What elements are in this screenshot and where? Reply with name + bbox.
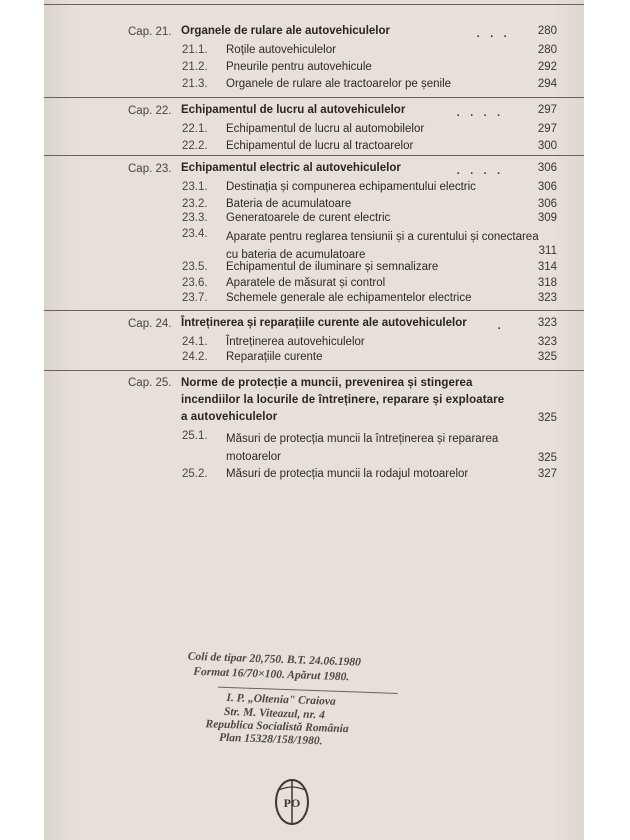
item-page: 300 bbox=[537, 140, 557, 152]
item-number: 24.2. bbox=[182, 351, 208, 363]
leader-dots: . bbox=[497, 316, 511, 333]
divider bbox=[44, 310, 584, 311]
chapter-number: Cap. 22. bbox=[128, 105, 172, 117]
item-page: 323 bbox=[537, 292, 557, 304]
item-page: 327 bbox=[537, 468, 557, 480]
imprint-line: Format 16/70×100. Apărut 1980. bbox=[193, 665, 350, 684]
item-page: 280 bbox=[537, 44, 557, 56]
chapter-number: Cap. 25. bbox=[128, 377, 172, 389]
chapter-title: Norme de protecție a muncii, prevenirea și stingerea incendiilor la locurile de întreținere, reparare și exploatare a autovehiculelor bbox=[181, 377, 505, 423]
imprint-line: I. P. „Oltenia" Craiova bbox=[226, 691, 336, 708]
item-text: Echipamentul de iluminare și semnalizare bbox=[226, 261, 439, 273]
chapter-page: 306 bbox=[537, 162, 557, 174]
imprint-line: Coli de tipar 20,750. B.T. 24.06.1980 bbox=[187, 650, 362, 669]
item-page: 325 bbox=[537, 452, 557, 464]
imprint-line: Republica Socialistă România bbox=[205, 718, 349, 736]
item-number: 25.1. bbox=[182, 430, 208, 442]
item-text: Aparate pentru reglarea tensiunii și a curentului și conectarea cu bateria de acumulatoare bbox=[226, 231, 539, 261]
chapter-title: Întreținerea și reparațiile curente ale autovehiculelor bbox=[181, 317, 467, 329]
chapter-page: 323 bbox=[537, 317, 557, 329]
item-page: 294 bbox=[537, 78, 557, 90]
chapter-page: 325 bbox=[537, 412, 557, 424]
item-page: 323 bbox=[537, 336, 557, 348]
imprint-line: Plan 15328/158/1980. bbox=[218, 731, 323, 748]
item-number: 23.5. bbox=[182, 261, 208, 273]
item-text: Organele de rulare ale tractoarelor pe șenile bbox=[226, 78, 452, 90]
item-number: 23.4. bbox=[182, 228, 208, 240]
chapter-title: Echipamentul electric al autovehiculelor bbox=[181, 162, 401, 174]
chapter-number: Cap. 21. bbox=[128, 26, 172, 38]
item-page: 297 bbox=[537, 123, 557, 135]
chapter-page: 297 bbox=[537, 104, 557, 116]
item-page: 306 bbox=[537, 198, 557, 210]
item-text: Echipamentul de lucru al tractoarelor bbox=[226, 140, 414, 152]
item-number: 25.2. bbox=[182, 468, 208, 480]
item-number: 23.3. bbox=[182, 212, 208, 224]
item-text: Generatoarele de curent electric bbox=[226, 212, 391, 224]
item-number: 21.1. bbox=[182, 44, 208, 56]
divider bbox=[44, 97, 584, 98]
item-number: 23.1. bbox=[182, 181, 208, 193]
item-text: Reparațiile curente bbox=[226, 351, 323, 363]
item-page: 325 bbox=[537, 351, 557, 363]
item-text: Aparatele de măsurat și control bbox=[226, 277, 386, 289]
item-text: Destinația și compunerea echipamentului electric bbox=[226, 181, 476, 193]
item-number: 23.7. bbox=[182, 292, 208, 304]
item-page: 306 bbox=[537, 181, 557, 193]
chapter-title: Echipamentul de lucru al autovehiculelor bbox=[181, 104, 406, 116]
leader-dots: ... bbox=[476, 24, 517, 41]
chapter-page: 280 bbox=[537, 25, 557, 37]
item-page: 318 bbox=[537, 277, 557, 289]
leader-dots: .... bbox=[456, 161, 510, 178]
item-number: 22.2. bbox=[182, 140, 208, 152]
divider bbox=[44, 155, 584, 156]
item-text: Măsuri de protecția muncii la rodajul motoarelor bbox=[226, 468, 469, 480]
chapter-number: Cap. 23. bbox=[128, 163, 172, 175]
item-number: 23.2. bbox=[182, 198, 208, 210]
item-text: Întreținerea autovehiculelor bbox=[226, 336, 365, 348]
logo-lettering: PO bbox=[283, 796, 301, 810]
book-page bbox=[44, 0, 584, 840]
item-number: 21.3. bbox=[182, 78, 208, 90]
chapter-number: Cap. 24. bbox=[128, 318, 172, 330]
item-text: Schemele generale ale echipamentelor electrice bbox=[226, 292, 472, 304]
item-number: 21.2. bbox=[182, 61, 208, 73]
item-page: 314 bbox=[537, 261, 557, 273]
item-page: 311 bbox=[538, 245, 557, 257]
chapter-title: Organele de rulare ale autovehiculelor bbox=[181, 25, 390, 37]
divider bbox=[44, 370, 584, 371]
publisher-logo bbox=[273, 776, 311, 828]
divider bbox=[44, 4, 584, 5]
item-page: 309 bbox=[537, 212, 557, 224]
item-number: 24.1. bbox=[182, 336, 208, 348]
item-number: 23.6. bbox=[182, 277, 208, 289]
item-text: Bateria de acumulatoare bbox=[226, 198, 352, 210]
imprint-line: Str. M. Viteazul, nr. 4 bbox=[223, 705, 326, 722]
item-number: 22.1. bbox=[182, 123, 208, 135]
item-text: Echipamentul de lucru al automobilelor bbox=[226, 123, 425, 135]
item-text: Pneurile pentru autovehicule bbox=[226, 61, 372, 73]
item-text: Roțile autovehiculelor bbox=[226, 44, 336, 56]
item-text: Măsuri de protecția muncii la întreținerea și repararea motoarelor bbox=[226, 433, 499, 463]
leader-dots: .... bbox=[456, 103, 510, 120]
item-page: 292 bbox=[537, 61, 557, 73]
